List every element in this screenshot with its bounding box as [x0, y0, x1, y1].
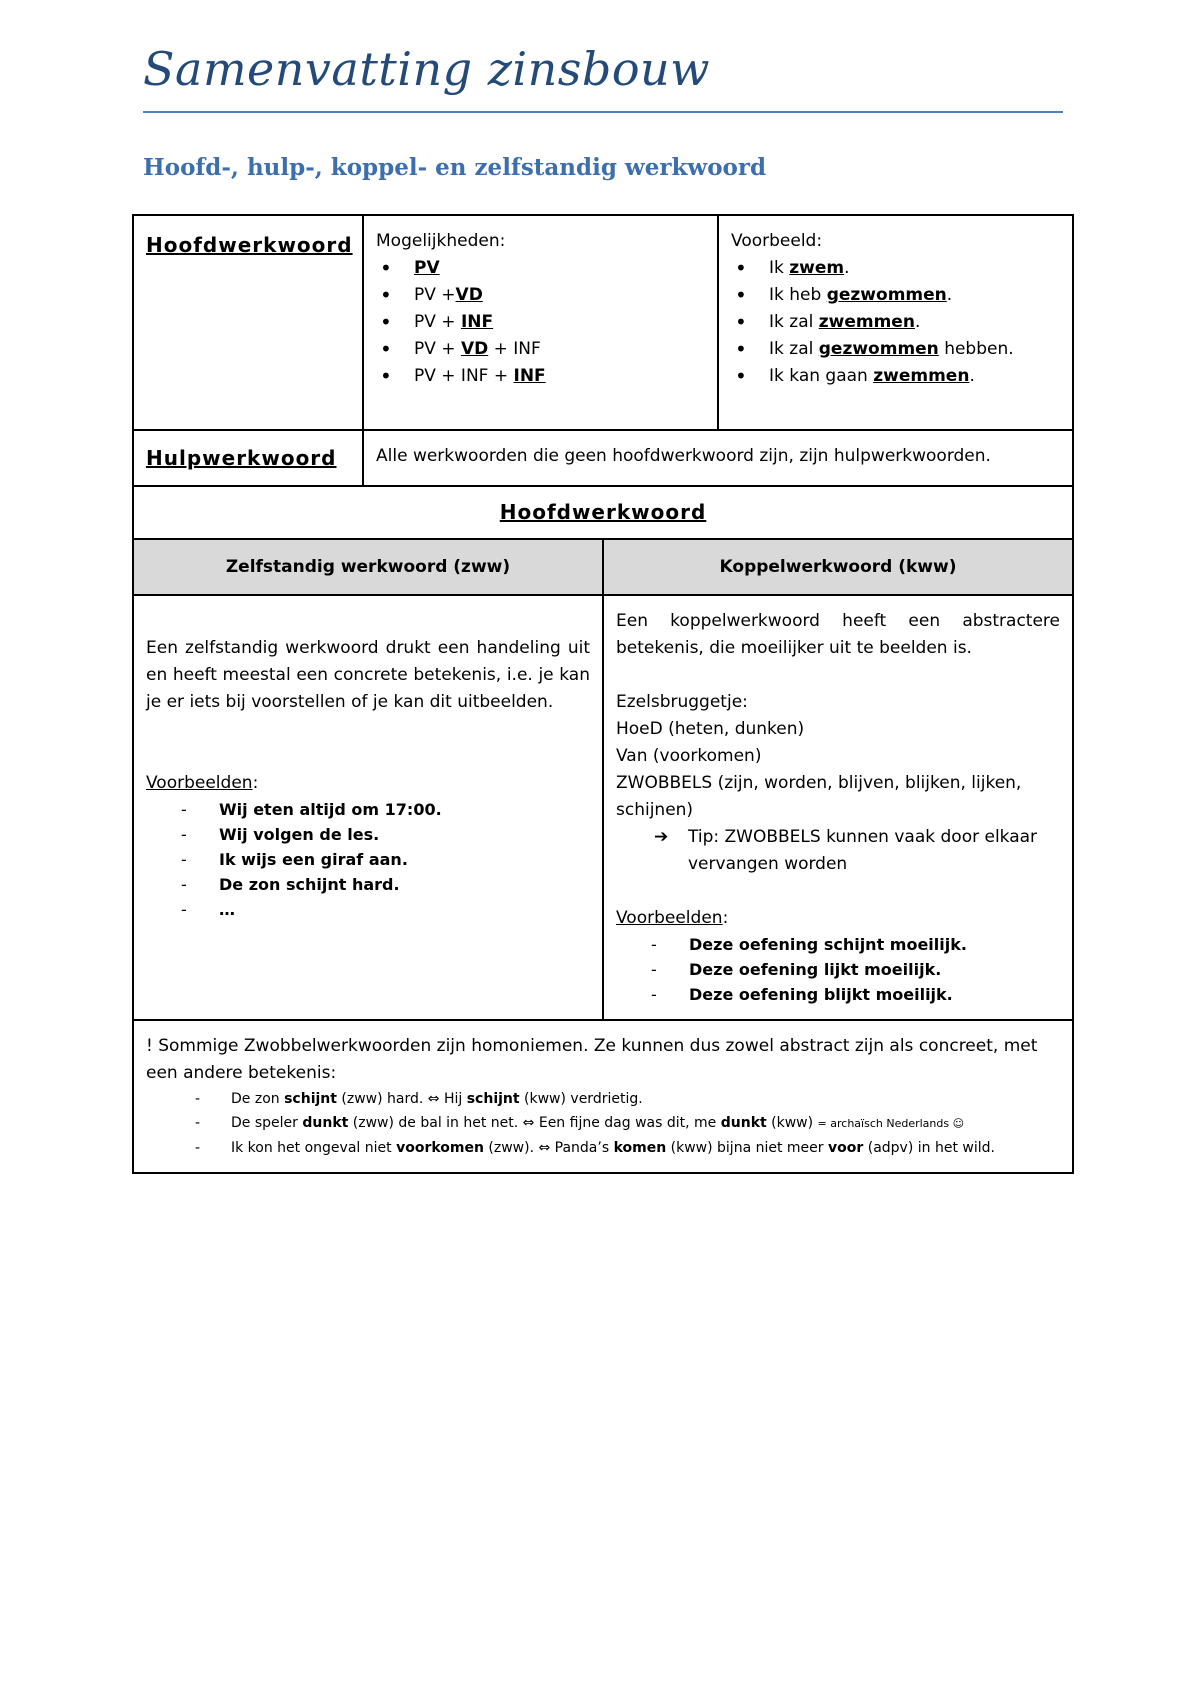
list-item: • PV + VD + INF: [414, 336, 705, 363]
mogelijkheden-cell: [363, 215, 718, 430]
ezel-line: HoeD (heten, dunken): [616, 719, 805, 739]
page-title: Samenvatting zinsbouw: [143, 42, 711, 96]
term-label: Hoofdwerkwoord: [146, 233, 353, 257]
row-note: [133, 1020, 1073, 1173]
title-rule: [143, 111, 1063, 113]
list-item: - …: [219, 897, 590, 922]
list-item: - Ik kon het ongeval niet voorkomen (zww). ⇔ Panda’s komen (kww) bijna niet meer voor (adpv) in het wild.: [231, 1136, 1060, 1160]
zww-examples-label: Voorbeelden:: [146, 773, 259, 793]
voorbeeld-heading: Voorbeeld:: [731, 231, 823, 251]
list-item: - Deze oefening lijkt moeilijk.: [689, 957, 1060, 982]
list-item: - Deze oefening blijkt moeilijk.: [689, 982, 1060, 1007]
section-heading: Hoofdwerkwoord: [133, 486, 1073, 539]
column-head-kww: Koppelwerkwoord (kww): [603, 539, 1073, 595]
note-text: ! Sommige Zwobbelwerkwoorden zijn homoniemen. Ze kunnen dus zowel abstract zijn als concreet, met een andere betekenis:: [146, 1036, 1038, 1083]
list-item: • Ik zal zwemmen.: [769, 309, 1060, 336]
list-item: - Deze oefening schijnt moeilijk.: [689, 932, 1060, 957]
row-hulpwerkwoord: [133, 430, 1073, 486]
zww-cell: [133, 595, 603, 1020]
note-examples: [146, 1087, 1060, 1160]
summary-table: [132, 214, 1074, 1174]
list-item: • PV + INF + INF: [414, 363, 705, 390]
list-item: - De speler dunkt (zww) de bal in het net. ⇔ Een fijne dag was dit, me dunkt (kww) = archaïsch Nederlands ☺: [231, 1111, 1060, 1136]
hulpwerkwoord-definition: Alle werkwoorden die geen hoofdwerkwoord zijn, zijn hulpwerkwoorden.: [363, 430, 1073, 486]
list-item: - Ik wijs een giraf aan.: [219, 847, 590, 872]
kww-definition: Een koppelwerkwoord heeft een abstractere betekenis, die moeilijker uit te beelden is.: [616, 611, 1061, 658]
list-item: • PV + INF: [414, 309, 705, 336]
row-definitions: [133, 595, 1073, 1020]
column-head-zww: Zelfstandig werkwoord (zww): [133, 539, 603, 595]
term-hoofdwerkwoord: [133, 215, 363, 430]
list-item: • Ik heb gezwommen.: [769, 282, 1060, 309]
list-item: • PV: [414, 255, 705, 282]
tip-text: Tip: ZWOBBELS kunnen vaak door elkaar vervangen worden: [688, 827, 1038, 874]
term-hulpwerkwoord: [133, 430, 363, 486]
zww-examples: [146, 797, 590, 922]
homoniemen-note: [133, 1020, 1073, 1173]
ezel-line: Van (voorkomen): [616, 746, 762, 766]
list-item: - Wij eten altijd om 17:00.: [219, 797, 590, 822]
row-section-head: [133, 486, 1073, 539]
ezel-label: Ezelsbruggetje:: [616, 692, 748, 712]
list-item: - Wij volgen de les.: [219, 822, 590, 847]
list-item: • Ik zal gezwommen hebben.: [769, 336, 1060, 363]
row-hoofdwerkwoord: [133, 215, 1073, 430]
row-column-heads: [133, 539, 1073, 595]
zww-definition: Een zelfstandig werkwoord drukt een handeling uit en heeft meestal een concrete betekenis, i.e. je kan je er iets bij voorstellen of je kan dit uitbeelden.: [146, 638, 590, 712]
mogelijkheden-heading: Mogelijkheden:: [376, 231, 506, 251]
arrow-right-icon: ➔: [654, 827, 669, 847]
voorbeeld-cell: [718, 215, 1073, 430]
ezel-line: ZWOBBELS (zijn, worden, blijven, blijken, lijken, schijnen): [616, 773, 1022, 820]
kww-examples: [616, 932, 1060, 1007]
voorbeeld-list: [731, 255, 1060, 390]
kww-examples-label: Voorbeelden:: [616, 908, 729, 928]
list-item: • Ik zwem.: [769, 255, 1060, 282]
term-label: Hulpwerkwoord: [146, 446, 337, 470]
kww-cell: [603, 595, 1073, 1020]
tip: [616, 824, 1060, 878]
list-item: - De zon schijnt hard.: [219, 872, 590, 897]
subtitle: Hoofd-, hulp-, koppel- en zelfstandig werkwoord: [143, 154, 767, 181]
mogelijkheden-list: [376, 255, 705, 390]
list-item: • Ik kan gaan zwemmen.: [769, 363, 1060, 390]
list-item: - De zon schijnt (zww) hard. ⇔ Hij schijnt (kww) verdrietig.: [231, 1087, 1060, 1111]
list-item: • PV +VD: [414, 282, 705, 309]
